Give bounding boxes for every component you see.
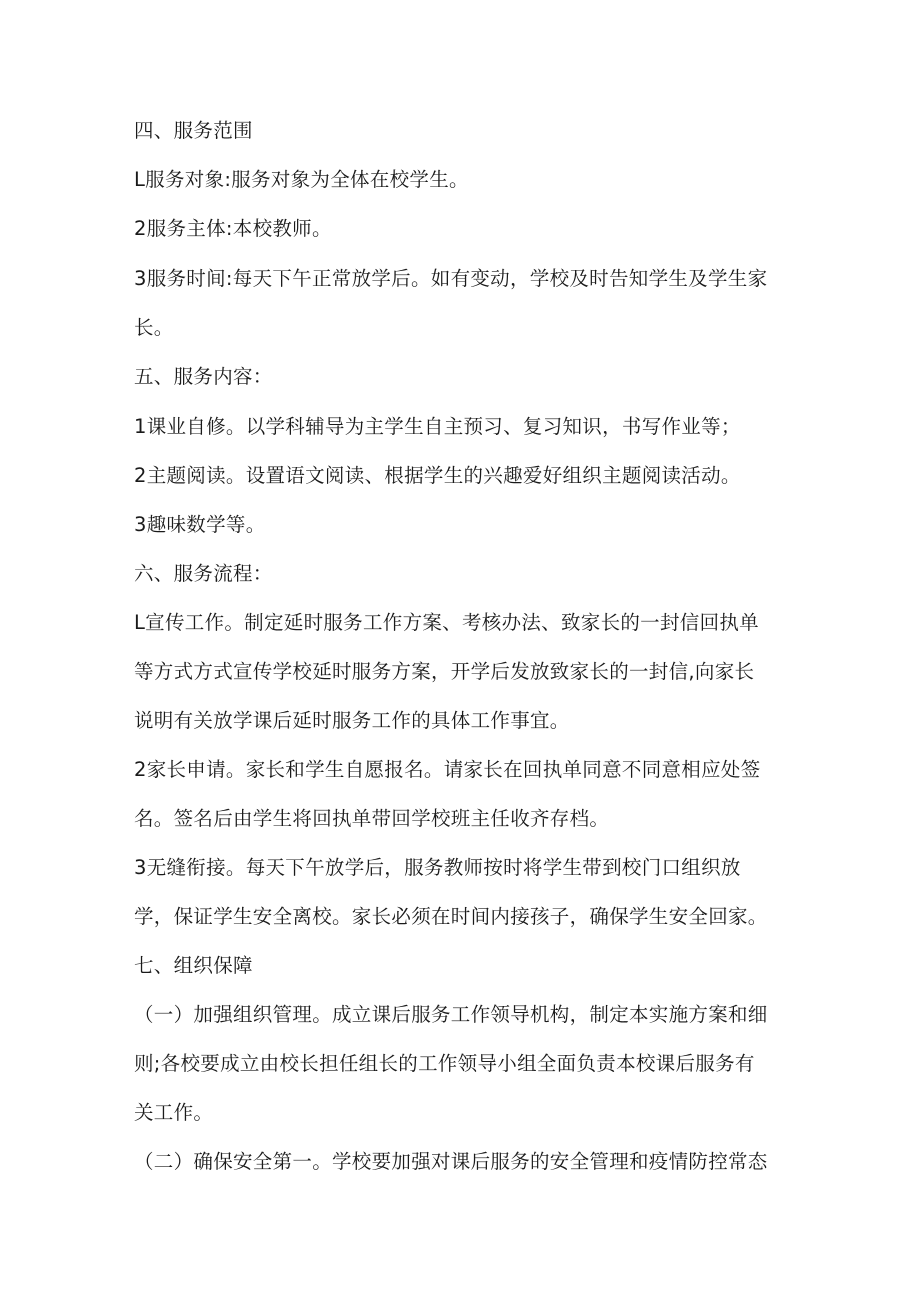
paragraph-line: 长。 [134, 316, 174, 339]
paragraph-line: 2家长申请。家长和学生自愿报名。请家长在回执单同意不同意相应处签 [134, 758, 761, 781]
paragraph-line: （一）加强组织管理。成立课后服务工作领导机构，制定本实施方案和细 [134, 1003, 768, 1026]
paragraph-line: 则;各校要成立由校长担任组长的工作领导小组全面负责本校课后服务有 [134, 1052, 755, 1075]
section-heading-organization: 七、组织保障 [134, 954, 253, 977]
paragraph-line: 说明有关放学课后延时服务工作的具体工作事宜。 [134, 709, 570, 732]
section-heading-process: 六、服务流程： [134, 562, 273, 585]
paragraph-line: 3趣味数学等。 [134, 513, 266, 536]
paragraph-line: 关工作。 [134, 1101, 214, 1124]
paragraph-line: 1课业自修。以学科辅导为主学生自主预习、复习知识，书写作业等； [134, 415, 741, 438]
paragraph-line: 2主题阅读。设置语文阅读、根据学生的兴趣爱好组织主题阅读活动。 [134, 464, 741, 487]
paragraph-line: 3服务时间:每天下午正常放学后。如有变动，学校及时告知学生及学生家 [134, 267, 768, 290]
paragraph-line: （二）确保安全第一。学校要加强对课后服务的安全管理和疫情防控常态 [134, 1150, 768, 1173]
paragraph-line: 名。签名后由学生将回执单带回学校班主任收齐存档。 [134, 807, 610, 830]
paragraph-line: 等方式方式宣传学校延时服务方案，开学后发放致家长的一封信,向家长 [134, 660, 755, 683]
section-heading-scope: 四、服务范围 [134, 119, 253, 142]
paragraph-line: 学，保证学生安全离校。家长必须在时间内接孩子，确保学生安全回家。 [134, 905, 768, 928]
section-heading-content: 五、服务内容： [134, 365, 273, 388]
paragraph-line: 2服务主体:本校教师。 [134, 217, 332, 240]
paragraph-line: L宣传工作。制定延时服务工作方案、考核办法、致家长的一封信回执单 [134, 611, 759, 634]
paragraph-line: 3无缝衔接。每天下午放学后，服务教师按时将学生带到校门口组织放 [134, 856, 741, 879]
paragraph-line: L服务对象:服务对象为全体在校学生。 [134, 168, 469, 191]
